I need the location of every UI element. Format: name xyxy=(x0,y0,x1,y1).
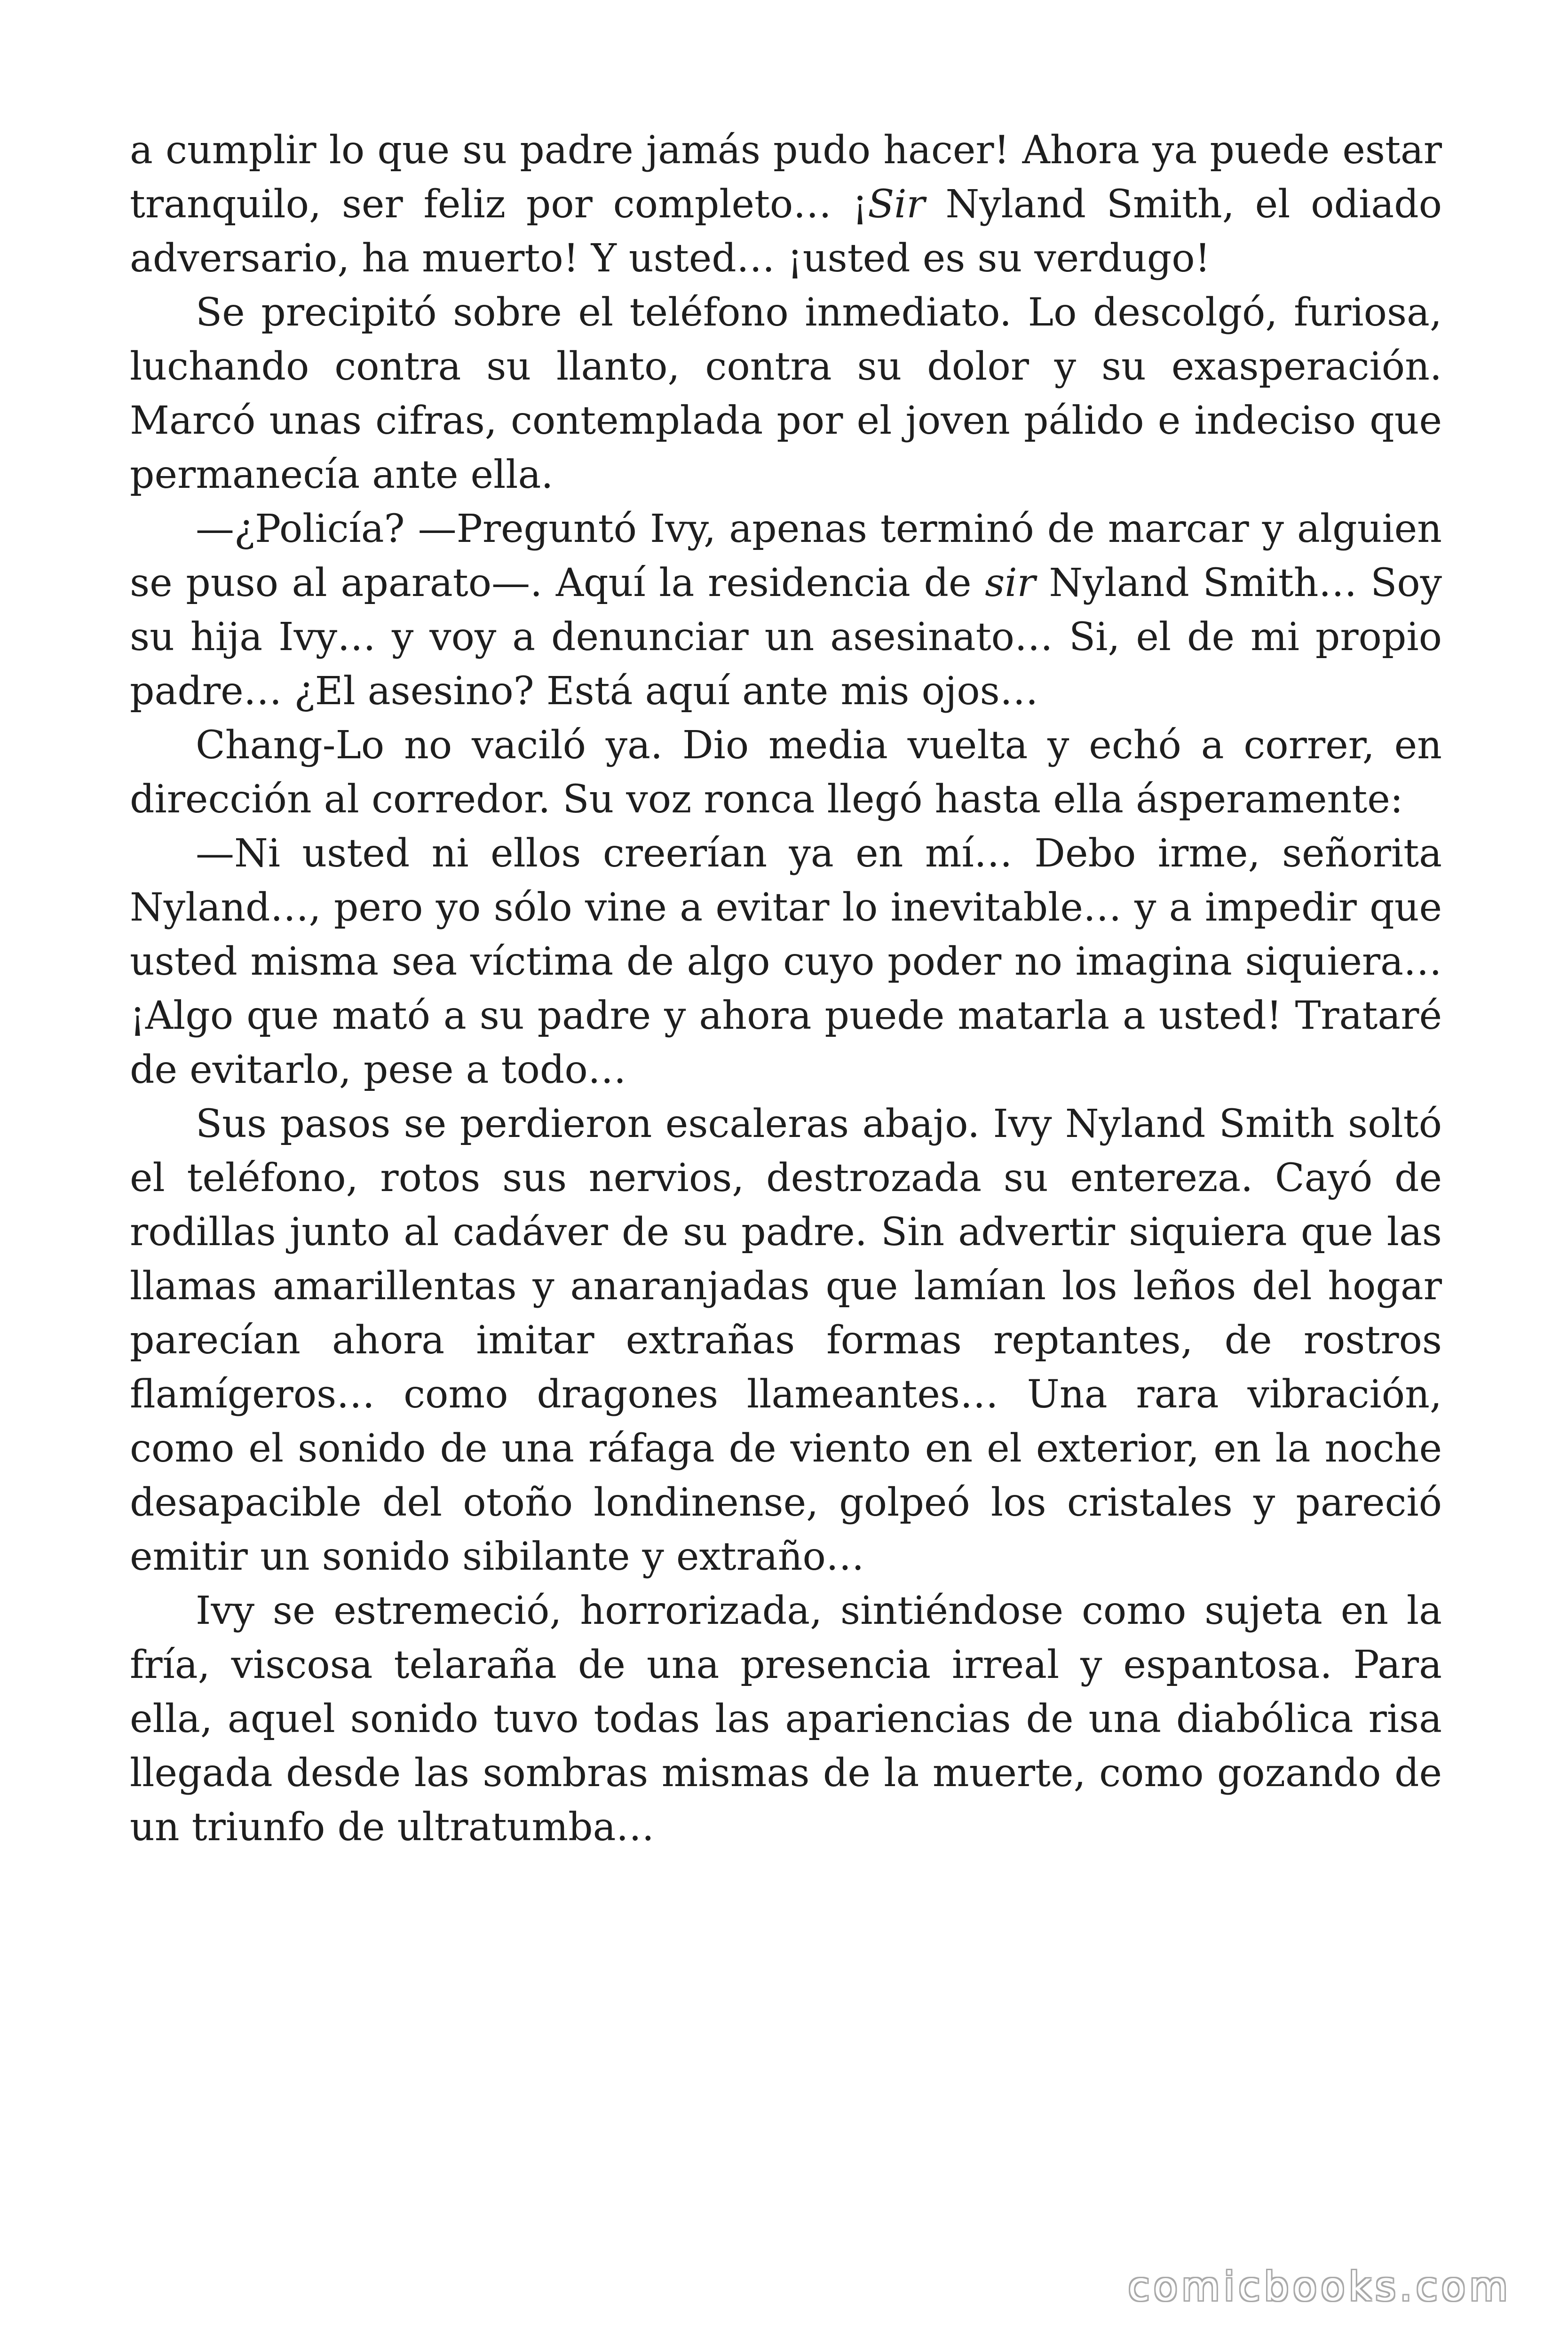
text-run: Nyland Smith… Soy su hija Ivy… y voy a denunciar un asesinato… Si, el de mi propio padre… ¿El asesino? Está aquí ante mis ojos… xyxy=(130,561,1442,714)
text-run: —¿Policía? —Preguntó Ivy, apenas terminó de marcar y alguien se puso al aparato—. Aquí la residencia de xyxy=(130,507,1442,605)
text-run: Chang-Lo no vaciló ya. Dio media vuelta y echó a correr, en dirección al corredor. Su voz ronca llegó hasta ella ásperamente: xyxy=(130,723,1442,822)
paragraph xyxy=(130,1584,1442,1854)
italic-text-run: Sir xyxy=(868,182,925,227)
paragraph xyxy=(130,826,1442,1097)
paragraph xyxy=(130,286,1442,502)
paragraph xyxy=(130,123,1442,286)
paragraph xyxy=(130,1097,1442,1584)
text-run: —Ni usted ni ellos creerían ya en mí… Debo irme, señorita Nyland…, pero yo sólo vine a evitar lo inevitable… y a impedir que usted misma sea víctima de algo cuyo poder no imagina siquiera… ¡Algo que mató a su padre y ahora puede matarla a usted! Trataré de evitarlo, pese a todo… xyxy=(130,831,1442,1092)
text-run: Sus pasos se perdieron escaleras abajo. Ivy Nyland Smith soltó el teléfono, rotos sus nervios, destrozada su entereza. Cayó de rodillas junto al cadáver de su padre. Sin advertir siquiera que las llamas amarillentas y anaranjadas que lamían los leños del hogar parecían ahora imitar extrañas formas reptantes, de rostros flamígeros… como dragones llameantes… Una rara vibración, como el sonido de una ráfaga de viento en el exterior, en la noche desapacible del otoño londinense, golpeó los cristales y pareció emitir un sonido sibilante y extraño… xyxy=(130,1102,1442,1579)
italic-text-run: sir xyxy=(985,561,1036,605)
text-run: Ivy se estremeció, horrorizada, sintiéndose como sujeta en la fría, viscosa telaraña de una presencia irreal y espantosa. Para ella, aquel sonido tuvo todas las apariencias de una diabólica risa llegada desde las sombras mismas de la muerte, como gozando de un triunfo de ultratumba… xyxy=(130,1589,1442,1850)
text-run: Se precipitó sobre el teléfono inmediato. Lo descolgó, furiosa, luchando contra su llanto, contra su dolor y su exasperación. Marcó unas cifras, contemplada por el joven pálido e indeciso que permanecía ante ella. xyxy=(130,290,1442,497)
text-run: Nyland Smith, el odiado adversario, ha muerto! Y usted… ¡usted es su verdugo! xyxy=(130,182,1442,281)
text-run: a cumplir lo que su padre jamás pudo hacer! Ahora ya puede estar tranquilo, ser feliz por completo… ¡ xyxy=(130,128,1442,227)
paragraph xyxy=(130,718,1442,826)
paragraph xyxy=(130,502,1442,718)
page-body xyxy=(130,123,1442,1854)
watermark: comicbooks.com xyxy=(1128,2264,1512,2310)
